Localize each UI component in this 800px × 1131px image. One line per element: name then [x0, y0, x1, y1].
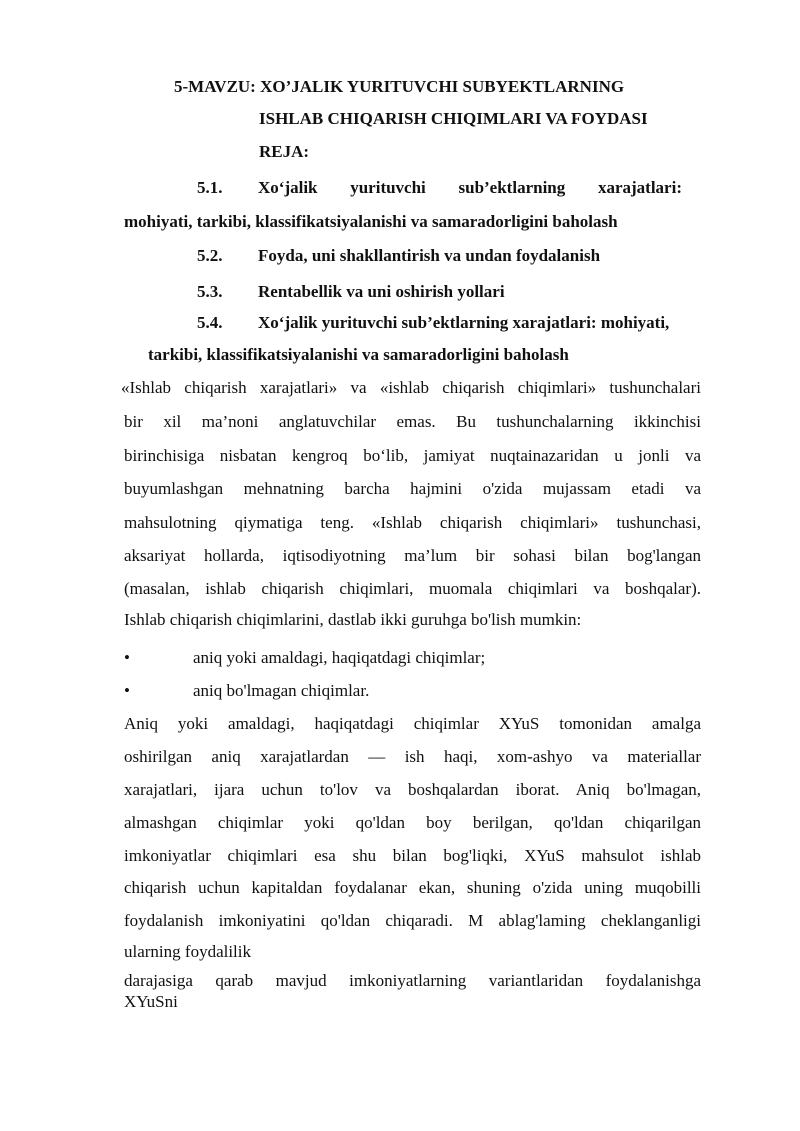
plan-item-number: 5.3. — [197, 282, 223, 301]
bullet-text: aniq bo'lmagan chiqimlar. — [193, 681, 370, 700]
plan-item-continuation: tarkibi, klassifikatsiyalanishi va samaradorligini baholash — [148, 345, 569, 364]
body-text-line: darajasiga qarab mavjud imkoniyatlarning variantlaridan foydalanishga — [124, 971, 701, 990]
body-text-line: aksariyat hollarda, iqtisodiyotning ma’lum bir sohasi bilan bog'langan — [124, 546, 701, 565]
bullet-text: aniq yoki amaldagi, haqiqatdagi chiqimlar; — [193, 648, 486, 667]
body-text-line: oshirilgan aniq xarajatlardan — ish haqi, xom-ashyo va materiallar — [124, 747, 701, 766]
plan-item-number: 5.2. — [197, 246, 223, 265]
plan-item-number: 5.1. — [197, 178, 223, 197]
plan-item-text: Rentabellik va uni oshirish yollari — [258, 282, 505, 301]
plan-item-number: 5.4. — [197, 313, 223, 332]
plan-heading: REJA: — [259, 142, 310, 161]
body-text-line: ularning foydalilik — [124, 942, 252, 961]
body-text-line: Aniq yoki amaldagi, haqiqatdagi chiqimlar XYuS tomonidan amalga — [124, 714, 701, 733]
body-text-line: imkoniyatlar chiqimlari esa shu bilan bog'liqki, XYuS mahsulot ishlab — [124, 846, 701, 865]
body-text-line: bir xil ma’noni anglatuvchilar emas. Bu tushunchalarning ikkinchisi — [124, 412, 701, 431]
body-text-line: foydalanish imkoniyatini qo'ldan chiqaradi. M ablag'laming cheklanganligi — [124, 911, 701, 930]
body-text-line: Ishlab chiqarish chiqimlarini, dastlab ikki guruhga bo'lish mumkin: — [124, 610, 582, 629]
plan-item-text: Xo‘jalik yurituvchi sub’ektlarning xarajatlari: — [258, 178, 682, 197]
page-title-line-2: ISHLAB CHIQARISH CHIQIMLARI VA FOYDASI — [259, 109, 648, 128]
body-text-line: birinchisiga nisbatan kengroq bo‘lib, jamiyat nuqtainazaridan u jonli va — [124, 446, 701, 465]
body-text-line: mahsulotning qiymatiga teng. «Ishlab chiqarish chiqimlari» tushunchasi, — [124, 513, 701, 532]
plan-item-continuation: mohiyati, tarkibi, klassifikatsiyalanishi va samaradorligini baholash — [124, 212, 618, 231]
bullet-mark: • — [124, 648, 130, 667]
body-text-line: buyumlashgan mehnatning barcha hajmini o'zida mujassam etadi va — [124, 479, 701, 498]
body-text-line: (masalan, ishlab chiqarish chiqimlari, muomala chiqimlari va boshqalar). — [124, 579, 701, 598]
page-title-line-1: 5-MAVZU: XO’JALIK YURITUVCHI SUBYEKTLARNING — [174, 77, 625, 96]
body-text-line: XYuSni — [124, 992, 178, 1011]
body-text-line: xarajatlari, ijara uchun to'lov va boshqalardan iborat. Aniq bo'lmagan, — [124, 780, 701, 799]
bullet-mark: • — [124, 681, 130, 700]
plan-item-text: Foyda, uni shakllantirish va undan foydalanish — [258, 246, 601, 265]
body-text-line: chiqarish uchun kapitaldan foydalanar ekan, shuning o'zida uning muqobilli — [124, 878, 701, 897]
plan-item-text: Xo‘jalik yurituvchi sub’ektlarning xarajatlari: mohiyati, — [258, 313, 670, 332]
body-text-line: «Ishlab chiqarish xarajatlari» va «ishlab chiqarish chiqimlari» tushunchalari — [121, 378, 701, 397]
body-text-line: almashgan chiqimlar yoki qo'ldan boy berilgan, qo'ldan chiqarilgan — [124, 813, 701, 832]
